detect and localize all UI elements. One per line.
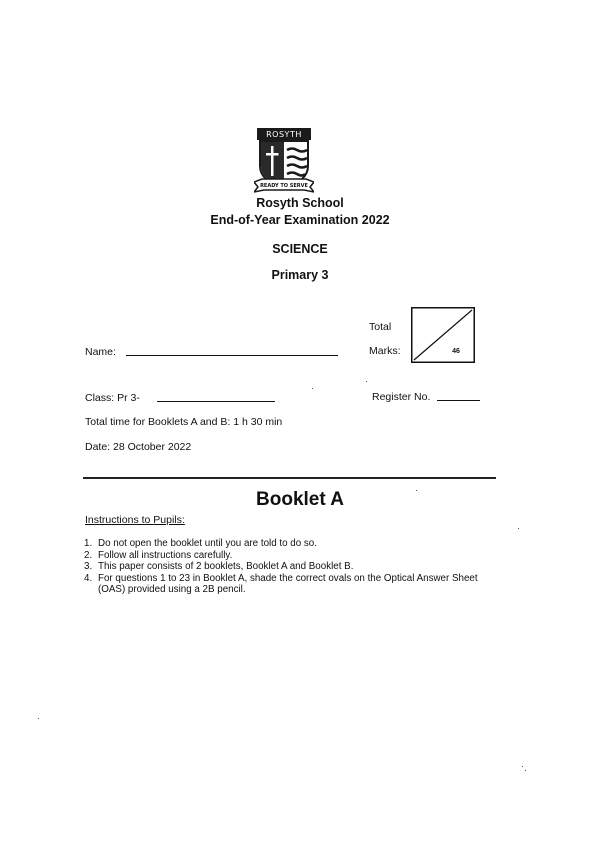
school-name: Rosyth School: [256, 196, 344, 210]
class-label: Class: Pr 3-: [85, 392, 140, 404]
instructions-list: [84, 538, 494, 596]
booklet-title: Booklet A: [256, 489, 344, 510]
name-label: Name:: [85, 346, 116, 358]
instruction-text: Follow all instructions carefully.: [98, 549, 233, 561]
instruction-number: 1.: [84, 538, 93, 549]
name-field-line[interactable]: [126, 355, 338, 356]
marks-label: Marks:: [369, 345, 401, 357]
scan-speck: [38, 718, 39, 719]
scan-speck: [525, 770, 526, 771]
instruction-item: [84, 573, 494, 596]
school-crest-logo: [254, 128, 314, 194]
subject-title: SCIENCE: [272, 242, 328, 256]
instruction-text: For questions 1 to 23 in Booklet A, shade the correct ovals on the Optical Answer Sheet (OAS) provided using a 2B pencil.: [98, 572, 478, 595]
instruction-item: [84, 561, 494, 573]
level-title: Primary 3: [271, 268, 329, 282]
scan-speck: [312, 388, 313, 389]
register-number-label: Register No.: [372, 391, 431, 403]
instruction-item: [84, 550, 494, 562]
total-time-text: Total time for Booklets A and B: 1 h 30 min: [85, 416, 283, 428]
marks-box: [411, 307, 475, 363]
exam-date-text: Date: 28 October 2022: [85, 441, 192, 453]
section-divider: [83, 477, 496, 479]
crest-name-text: ROSYTH: [266, 130, 302, 139]
scan-speck: [416, 490, 417, 491]
instruction-number: 4.: [84, 572, 93, 584]
total-label: Total: [369, 321, 392, 333]
instruction-number: 3.: [84, 561, 93, 572]
scan-speck: [518, 528, 519, 529]
scan-speck: [522, 766, 523, 767]
exam-title: End-of-Year Examination 2022: [210, 213, 390, 227]
instruction-text: This paper consists of 2 booklets, Booklet A and Booklet B.: [98, 561, 354, 572]
instruction-number: 2.: [84, 549, 93, 561]
class-field-line[interactable]: [157, 401, 275, 402]
crest-motto-text: READY TO SERVE: [260, 183, 308, 189]
instructions-heading: Instructions to Pupils:: [85, 514, 185, 526]
max-marks-value: 46: [452, 348, 460, 355]
register-number-field-line[interactable]: [437, 400, 480, 401]
scan-speck: [366, 381, 367, 382]
instruction-item: [84, 538, 494, 550]
instruction-text: Do not open the booklet until you are told to do so.: [98, 538, 317, 549]
